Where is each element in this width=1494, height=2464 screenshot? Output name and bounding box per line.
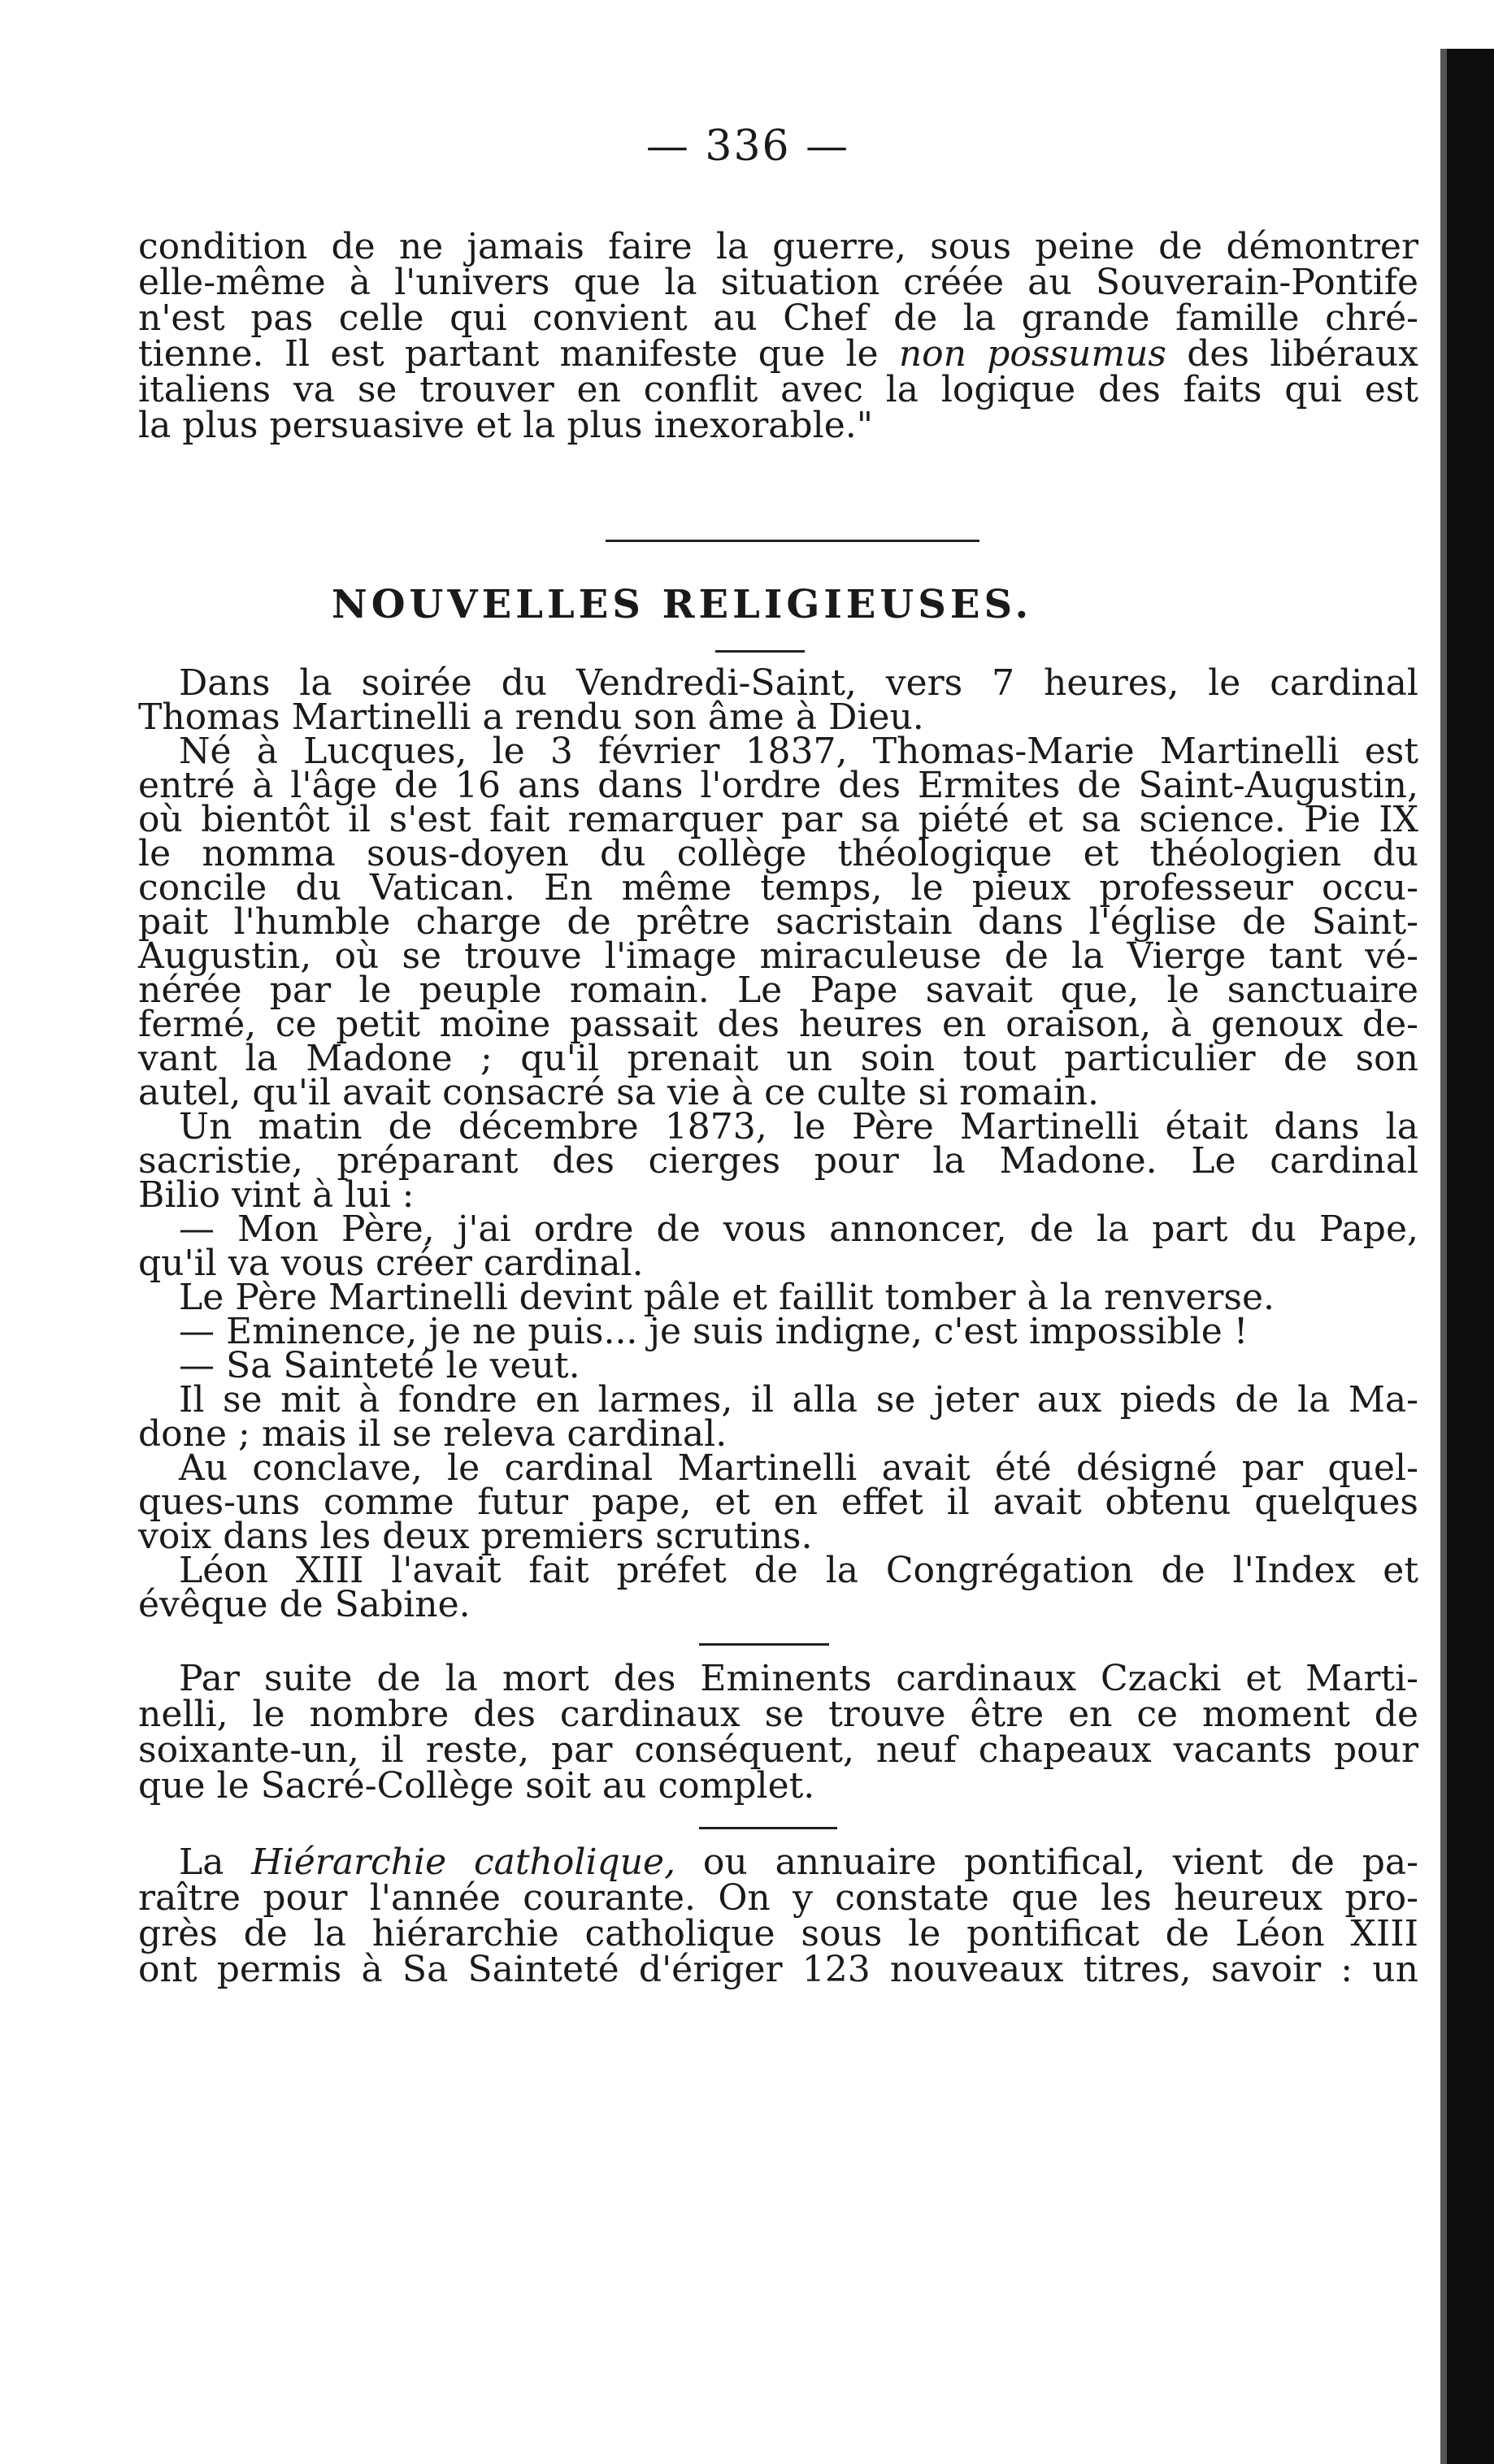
section-heading: NOUVELLES RELIGIEUSES. xyxy=(331,582,1033,627)
text-fragment: ou annuaire pontifical, vient de pa- xyxy=(702,1841,1418,1883)
section-divider xyxy=(606,540,979,542)
text-line: — Mon Père, j'ai ordre de vous annoncer, de la part du Pape, xyxy=(179,1208,1418,1250)
text-line: la plus persuasive et la plus inexorable." xyxy=(138,405,874,446)
text-line: Le Père Martinelli devint pâle et faillit tomber à la renverse. xyxy=(179,1277,1275,1318)
text-fragment: La xyxy=(179,1841,224,1883)
page-edge-binding xyxy=(1447,49,1494,2464)
text-line: Léon XIII l'avait fait préfet de la Congrégation de l'Index et xyxy=(179,1550,1418,1591)
text-line: voix dans les deux premiers scrutins. xyxy=(138,1516,813,1557)
text-line: autel, qu'il avait consacré sa vie à ce culte si romain. xyxy=(138,1072,1100,1113)
text-line: raître pour l'année courante. On y constate que les heureux pro- xyxy=(138,1877,1418,1919)
text-line: le nomma sous-doyen du collège théologique et théologien du xyxy=(138,833,1418,874)
text-line: done ; mais il se releva cardinal. xyxy=(138,1413,727,1455)
text-line: Par suite de la mort des Eminents cardinaux Czacki et Marti- xyxy=(179,1658,1418,1699)
section-divider xyxy=(699,1643,829,1646)
text-line: où bientôt il s'est fait remarquer par sa piété et sa science. Pie IX xyxy=(138,799,1418,840)
text-line: concile du Vatican. En même temps, le pieux professeur occu- xyxy=(138,867,1418,909)
text-line: — Sa Sainteté le veut. xyxy=(179,1345,580,1386)
text-line: pait l'humble charge de prêtre sacristain dans l'église de Saint- xyxy=(138,901,1418,943)
text-line: vant la Madone ; qu'il prenait un soin tout particulier de son xyxy=(138,1038,1418,1079)
news-paragraph-hierarchie xyxy=(138,1841,1418,1990)
text-line: nérée par le peuple romain. Le Pape savait que, le sanctuaire xyxy=(138,970,1418,1011)
text-line: Au conclave, le cardinal Martinelli avait été désigné par quel- xyxy=(179,1447,1418,1489)
text-line: évêque de Sabine. xyxy=(138,1584,471,1625)
text-line: tienne. Il est partant manifeste que le non possumus des libéraux xyxy=(138,333,1418,375)
text-line: entré à l'âge de 16 ans dans l'ordre des Ermites de Saint-Augustin, xyxy=(138,765,1418,806)
book-title: Hiérarchie catholique, xyxy=(251,1841,676,1883)
text-line: nelli, le nombre des cardinaux se trouve être en ce moment de xyxy=(138,1694,1418,1735)
text-line: Il se mit à fondre en larmes, il alla se jeter aux pieds de la Ma- xyxy=(179,1379,1418,1421)
text-line: que le Sacré-Collège soit au complet. xyxy=(138,1765,815,1807)
text-line: n'est pas celle qui convient au Chef de la grande famille chré- xyxy=(138,297,1418,339)
page-number: — 336 — xyxy=(645,122,850,171)
news-paragraph-martinelli xyxy=(138,662,1418,1625)
text-line: condition de ne jamais faire la guerre, sous peine de démontrer xyxy=(138,226,1418,267)
heading-underline xyxy=(715,650,805,653)
text-line: ont permis à Sa Sainteté d'ériger 123 nouveaux titres, savoir : un xyxy=(138,1949,1418,1990)
text-line: Un matin de décembre 1873, le Père Martinelli était dans la xyxy=(179,1106,1418,1147)
text-line: italiens va se trouver en conflit avec la logique des faits qui est xyxy=(138,369,1418,410)
text-line: elle-même à l'univers que la situation créée au Souverain-Pontife xyxy=(138,262,1418,303)
latin-phrase: non possumus xyxy=(898,333,1166,375)
text-line: Augustin, où se trouve l'image miraculeuse de la Vierge tant vé- xyxy=(138,935,1418,977)
news-paragraph-cardinals xyxy=(138,1658,1418,1807)
text-line xyxy=(138,1841,1418,1883)
section-divider xyxy=(699,1827,837,1829)
text-line: sacristie, préparant des cierges pour la Madone. Le cardinal xyxy=(138,1140,1418,1182)
text-line: Thomas Martinelli a rendu son âme à Dieu. xyxy=(138,696,924,738)
text-line: ques-uns comme futur pape, et en effet il avait obtenu quelques xyxy=(138,1481,1418,1523)
text-line: soixante-un, il reste, par conséquent, neuf chapeaux vacants pour xyxy=(138,1729,1418,1771)
text-line: — Eminence, je ne puis... je suis indigne, c'est impossible ! xyxy=(179,1311,1249,1352)
text-line: grès de la hiérarchie catholique sous le pontificat de Léon XIII xyxy=(138,1913,1418,1954)
text-line: fermé, ce petit moine passait des heures en oraison, à genoux de- xyxy=(138,1004,1418,1045)
text-line: Dans la soirée du Vendredi-Saint, vers 7 heures, le cardinal xyxy=(179,662,1418,704)
text-line: Né à Lucques, le 3 février 1837, Thomas-Marie Martinelli est xyxy=(179,731,1418,772)
text-line: Bilio vint à lui : xyxy=(138,1174,415,1216)
continuation-paragraph xyxy=(138,226,1418,446)
text-line: qu'il va vous créer cardinal. xyxy=(138,1243,644,1284)
